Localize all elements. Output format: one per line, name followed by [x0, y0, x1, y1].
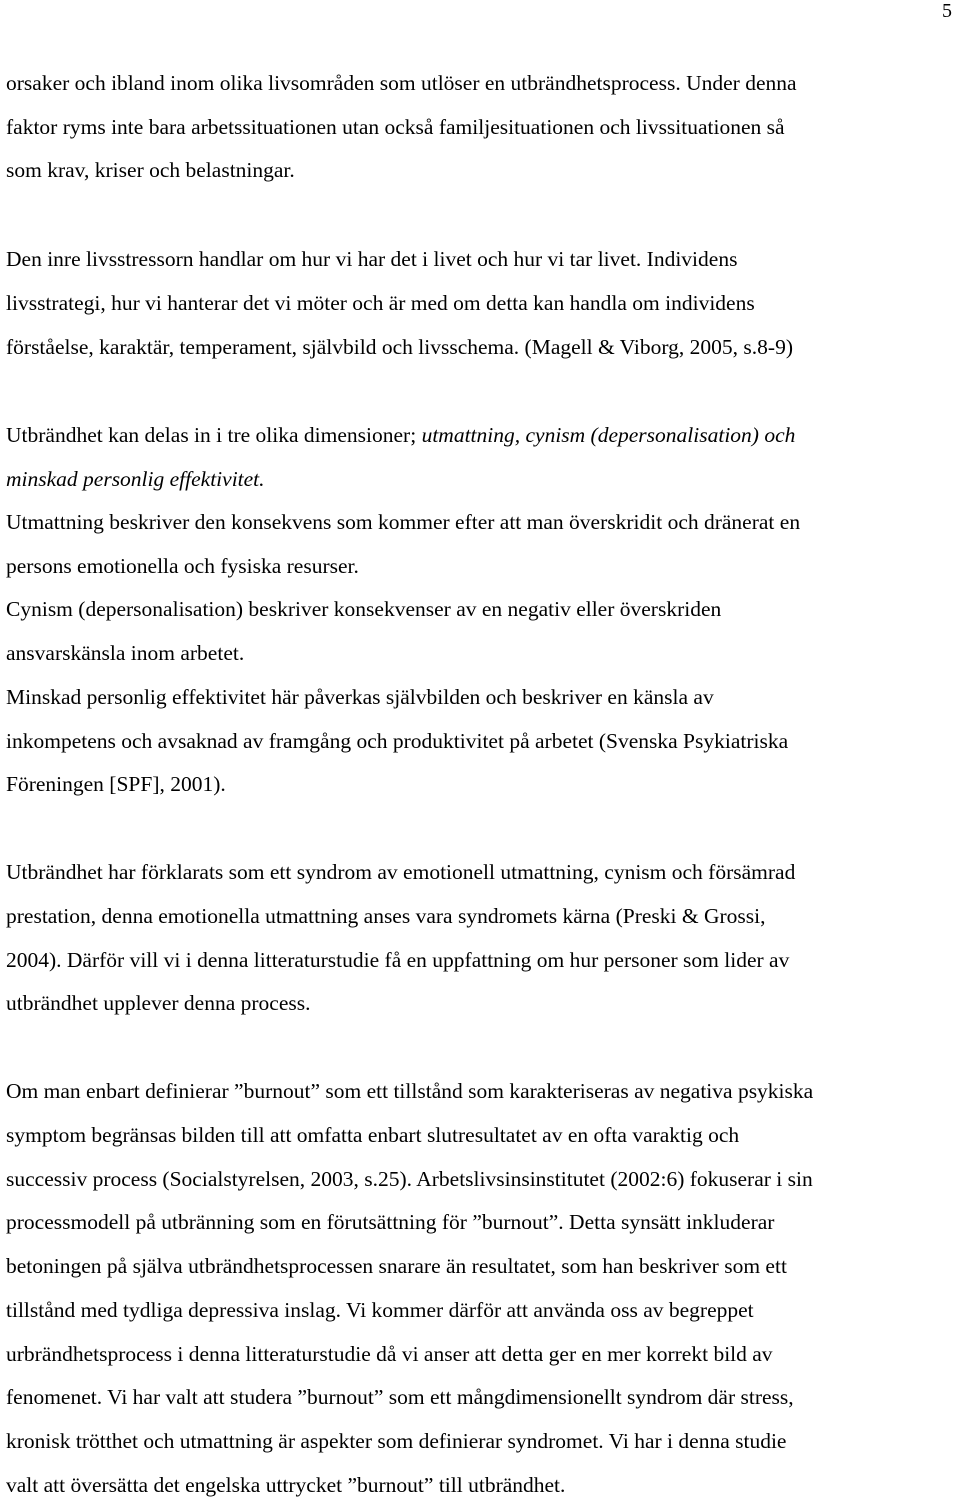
text-line: Utmattning beskriver den konsekvens som kommer efter att man överskridit och dränerat en: [6, 510, 801, 534]
text-line: [6, 466, 265, 492]
text-line-mixed: [6, 422, 795, 448]
text-line: orsaker och ibland inom olika livsområden som utlöser en utbrändhetsprocess. Under denna: [6, 71, 797, 95]
text-line: 2004). Därför vill vi i denna litteraturstudie få en uppfattning om hur personer som lider av: [6, 948, 790, 972]
text-line: förståelse, karaktär, temperament, självbild och livsschema. (Magell & Viborg, 2005, s.8-9): [6, 335, 793, 359]
text-line: symptom begränsas bilden till att omfatta enbart slutresultatet av en ofta varaktig och: [6, 1123, 740, 1147]
text-line: Minskad personlig effektivitet här påverkas självbilden och beskriver en känsla av: [6, 685, 714, 709]
text-line: processmodell på utbränning som en förutsättning för ”burnout”. Detta synsätt inkluderar: [6, 1210, 775, 1234]
text-line: Cynism (depersonalisation) beskriver konsekvenser av en negativ eller överskriden: [6, 597, 722, 621]
text-line: persons emotionella och fysiska resurser.: [6, 554, 359, 578]
text-line: prestation, denna emotionella utmattning anses vara syndromets kärna (Preski & Grossi,: [6, 904, 766, 928]
text-italic: utmattning, cynism (depersonalisation) och: [421, 423, 796, 447]
text-line: livsstrategi, hur vi hanterar det vi möter och är med om detta kan handla om individens: [6, 291, 755, 315]
text-line: Föreningen [SPF], 2001).: [6, 772, 226, 796]
text-line: successiv process (Socialstyrelsen, 2003, s.25). Arbetslivsinsinstitutet (2002:6) fokuserar i sin: [6, 1167, 813, 1191]
text-line: urbrändhetsprocess i denna litteraturstudie då vi anser att detta ger en mer korrekt bild av: [6, 1342, 773, 1366]
text-line: kronisk trötthet och utmattning är aspekter som definierar syndromet. Vi har i denna studie: [6, 1429, 787, 1453]
text-line: inkompetens och avsaknad av framgång och produktivitet på arbetet (Svenska Psykiatriska: [6, 729, 789, 753]
text-plain: Utbrändhet kan delas in i tre olika dimensioner;: [6, 423, 422, 447]
text-line: tillstånd med tydliga depressiva inslag. Vi kommer därför att använda oss av begreppet: [6, 1298, 754, 1322]
text-line: fenomenet. Vi har valt att studera ”burnout” som ett mångdimensionellt syndrom där stress,: [6, 1385, 794, 1409]
text-line: Den inre livsstressorn handlar om hur vi har det i livet och hur vi tar livet. Individens: [6, 247, 738, 271]
text-line: ansvarskänsla inom arbetet.: [6, 641, 245, 665]
text-italic: minskad personlig effektivitet.: [6, 467, 265, 491]
text-line: som krav, kriser och belastningar.: [6, 158, 295, 182]
page-number: 5: [942, 0, 952, 22]
text-line: utbrändhet upplever denna process.: [6, 991, 311, 1015]
text-line: Utbrändhet har förklarats som ett syndrom av emotionell utmattning, cynism och försämrad: [6, 860, 796, 884]
text-line: faktor ryms inte bara arbetssituationen utan också familjesituationen och livssituationen så: [6, 115, 785, 139]
text-line: valt att översätta det engelska uttrycket ”burnout” till utbrändhet.: [6, 1473, 566, 1497]
text-line: Om man enbart definierar ”burnout” som ett tillstånd som karakteriseras av negativa psykiska: [6, 1079, 814, 1103]
text-line: betoningen på själva utbrändhetsprocessen snarare än resultatet, som han beskriver som ett: [6, 1254, 787, 1278]
